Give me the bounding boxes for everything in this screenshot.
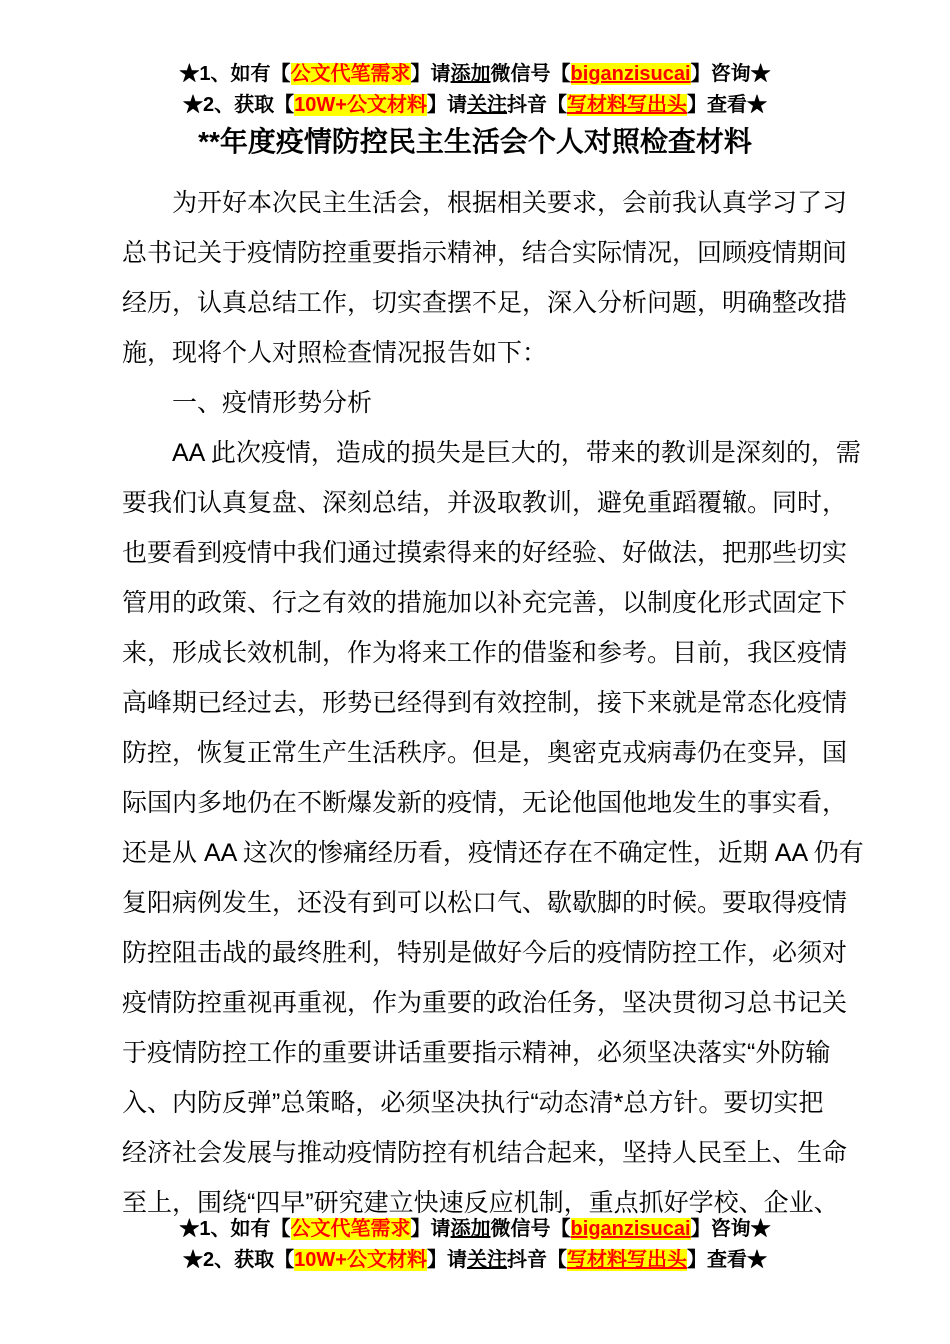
paragraph-line: 际国内多地仍在不断爆发新的疫情，无论他国他地发生的事实看，: [122, 789, 848, 817]
paragraph-line: 为开好本次民主生活会，根据相关要求，会前我认真学习了习: [172, 189, 848, 217]
paragraph-line: 防控，恢复正常生产生活秩序。但是，奥密克戎病毒仍在变异，国: [122, 739, 848, 767]
paragraph-line: 来，形成长效机制，作为将来工作的借鉴和参考。目前，我区疫情: [122, 639, 848, 667]
notice-text: 抖音【: [506, 94, 567, 116]
footer-promo-notice: [0, 1214, 950, 1276]
header-promo-notice: [0, 59, 950, 121]
notice-line-2: [0, 1245, 950, 1276]
highlighted-promo-text: 写材料写出头: [566, 94, 687, 116]
notice-text: 微信号【: [490, 1218, 571, 1240]
paragraph-line: 防控阻击战的最终胜利，特别是做好今后的疫情防控工作，必须对: [122, 939, 848, 967]
notice-text: 关注: [466, 94, 507, 116]
notice-text: ★2、获取【: [183, 1249, 295, 1271]
highlighted-promo-text: 公文代笔需求: [290, 63, 411, 85]
highlighted-promo-text: 公文代笔需求: [290, 1218, 411, 1240]
notice-line-2: [0, 90, 950, 121]
notice-text: 添加: [450, 63, 491, 85]
section-heading-line: 一、疫情形势分析: [172, 389, 373, 417]
highlighted-promo-text: 10W+公文材料: [294, 1249, 427, 1271]
notice-text: 】请: [410, 1218, 451, 1240]
notice-text: 】请: [426, 1249, 467, 1271]
notice-text: 】咨询★: [690, 1218, 771, 1240]
paragraph-line: 还是从 AA 这次的惨痛经历看，疫情还存在不确定性，近期 AA 仍有: [122, 839, 864, 867]
paragraph-line: 总书记关于疫情防控重要指示精神，结合实际情况，回顾疫情期间: [122, 239, 848, 267]
paragraph-line: AA 此次疫情，造成的损失是巨大的，带来的教训是深刻的，需: [172, 439, 861, 467]
paragraph-line: 施，现将个人对照检查情况报告如下：: [122, 339, 548, 367]
paragraph-line: 至上，围绕“四早”研究建立快速反应机制，重点抓好学校、企业、: [122, 1189, 839, 1217]
paragraph-line: 也要看到疫情中我们通过摸索得来的好经验、好做法，把那些切实: [122, 539, 848, 567]
paragraph-line: 经历，认真总结工作，切实查摆不足，深入分析问题，明确整改措: [122, 289, 848, 317]
notice-text: 微信号【: [490, 63, 571, 85]
paragraph-line: 入、内防反弹”总策略，必须坚决执行“动态清*总方针。要切实把: [122, 1089, 824, 1117]
paragraph-line: 于疫情防控工作的重要讲话重要指示精神，必须坚决落实“外防输: [122, 1039, 831, 1067]
notice-line-1: [0, 1214, 950, 1245]
document-body: [122, 178, 864, 1228]
notice-text: 】请: [426, 94, 467, 116]
highlighted-promo-text: 10W+公文材料: [294, 94, 427, 116]
highlighted-promo-text: biganzisucai: [570, 63, 691, 85]
paragraph-line: 高峰期已经过去，形势已经得到有效控制，接下来就是常态化疫情: [122, 689, 848, 717]
paragraph-line: 管用的政策、行之有效的措施加以补充完善，以制度化形式固定下: [122, 589, 848, 617]
paragraph-line: 经济社会发展与推动疫情防控有机结合起来，坚持人民至上、生命: [122, 1139, 848, 1167]
notice-text: 】咨询★: [690, 63, 771, 85]
notice-text: 关注: [466, 1249, 507, 1271]
notice-text: 抖音【: [506, 1249, 567, 1271]
notice-text: 添加: [450, 1218, 491, 1240]
notice-text: ★1、如有【: [179, 63, 291, 85]
highlighted-promo-text: biganzisucai: [570, 1218, 691, 1240]
notice-text: ★1、如有【: [179, 1218, 291, 1240]
notice-text: ★2、获取【: [183, 94, 295, 116]
notice-text: 】查看★: [686, 94, 767, 116]
notice-text: 】请: [410, 63, 451, 85]
notice-text: 】查看★: [686, 1249, 767, 1271]
notice-line-1: [0, 59, 950, 90]
paragraph-line: 要我们认真复盘、深刻总结，并汲取教训，避免重蹈覆辙。同时，: [122, 489, 848, 517]
highlighted-promo-text: 写材料写出头: [566, 1249, 687, 1271]
paragraph-line: 复阳病例发生，还没有到可以松口气、歇歇脚的时候。要取得疫情: [122, 889, 848, 917]
paragraph-line: 疫情防控重视再重视，作为重要的政治任务，坚决贯彻习总书记关: [122, 989, 848, 1017]
document-title: **年度疫情防控民主生活会个人对照检查材料: [198, 126, 752, 157]
